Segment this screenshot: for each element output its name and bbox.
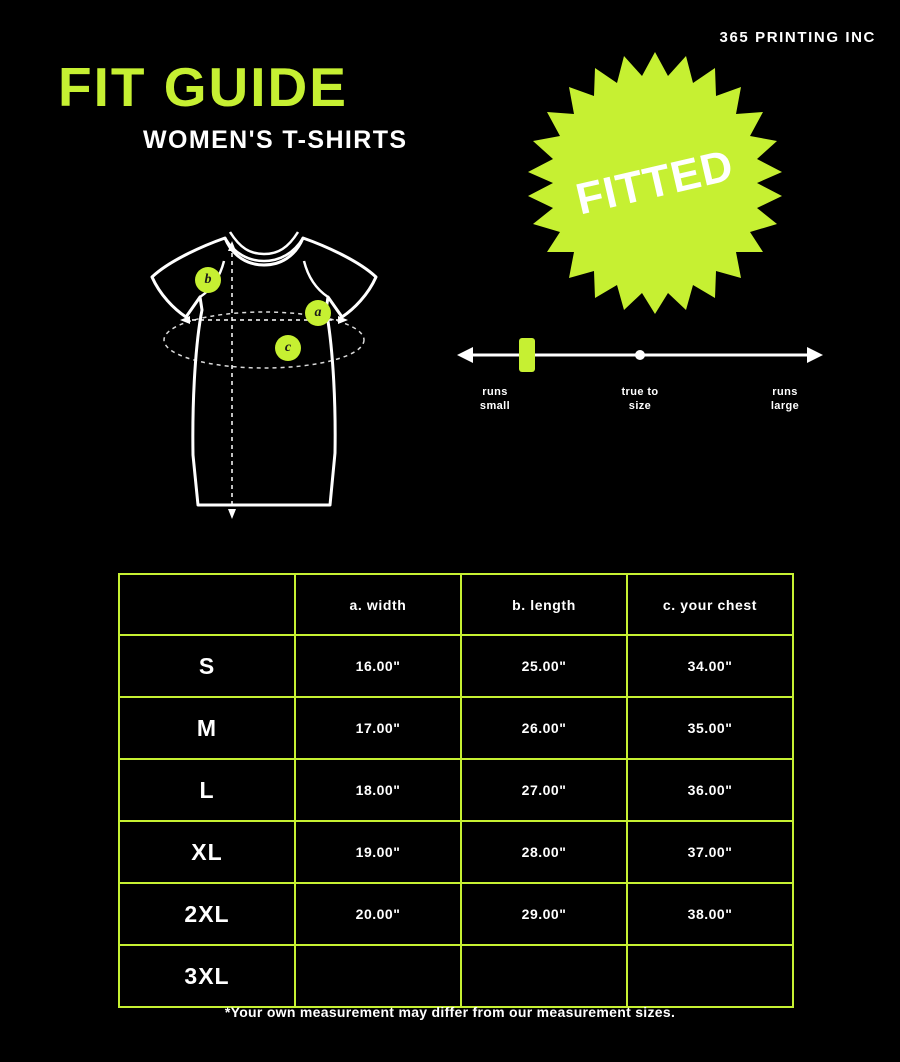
fit-scale-label-large-line1: runs	[772, 386, 798, 398]
fit-scale-label-small-line2: small	[479, 399, 511, 412]
cell-chest: 34.00"	[627, 635, 793, 697]
table-row	[119, 945, 793, 1007]
page-title: FIT GUIDE	[58, 56, 348, 118]
cell-chest: 37.00"	[627, 821, 793, 883]
table-row	[119, 821, 793, 883]
table-row	[119, 697, 793, 759]
fit-scale-label-large-line2: large	[770, 399, 800, 412]
column-header-size	[119, 574, 295, 635]
fitted-badge-label: FITTED	[571, 140, 739, 225]
fit-scale-label-small-line1: runs	[482, 386, 508, 398]
fit-scale-label-small	[455, 386, 535, 414]
cell-chest: 35.00"	[627, 697, 793, 759]
footnote: *Your own measurement may differ from our measurement sizes.	[224, 1004, 676, 1020]
column-header-length: b. length	[461, 574, 627, 635]
cell-length: 27.00"	[461, 759, 627, 821]
marker-a: a	[305, 300, 331, 326]
cell-length: 25.00"	[461, 635, 627, 697]
cell-width: 19.00"	[295, 821, 461, 883]
fit-scale-label-true-line2: size	[628, 399, 652, 412]
cell-size: 2XL	[119, 883, 295, 945]
fit-scale-indicator	[519, 338, 535, 372]
tshirt-icon	[110, 205, 430, 525]
column-header-chest: c. your chest	[627, 574, 793, 635]
fitted-badge	[520, 48, 790, 318]
fit-scale-label-large	[745, 386, 825, 414]
cell-length	[461, 945, 627, 1007]
table-header-row	[119, 574, 793, 635]
page-subtitle: WOMEN'S T-SHIRTS	[143, 126, 408, 154]
cell-size: 3XL	[119, 945, 295, 1007]
marker-b: b	[195, 267, 221, 293]
cell-length: 29.00"	[461, 883, 627, 945]
cell-chest: 36.00"	[627, 759, 793, 821]
fit-scale-icon	[455, 330, 825, 380]
table-row	[119, 883, 793, 945]
cell-size: L	[119, 759, 295, 821]
table-row	[119, 759, 793, 821]
cell-width: 17.00"	[295, 697, 461, 759]
cell-size: S	[119, 635, 295, 697]
cell-size: M	[119, 697, 295, 759]
fit-scale-label-true	[595, 386, 685, 414]
cell-size: XL	[119, 821, 295, 883]
cell-width	[295, 945, 461, 1007]
cell-chest	[627, 945, 793, 1007]
cell-width: 20.00"	[295, 883, 461, 945]
tshirt-diagram	[110, 205, 430, 525]
cell-chest: 38.00"	[627, 883, 793, 945]
fit-scale-label-true-line1: true to	[621, 386, 659, 398]
size-chart-table	[118, 573, 794, 1008]
cell-length: 28.00"	[461, 821, 627, 883]
brand-name: 365 PRINTING INC	[719, 29, 876, 46]
column-header-width: a. width	[295, 574, 461, 635]
cell-width: 18.00"	[295, 759, 461, 821]
cell-width: 16.00"	[295, 635, 461, 697]
marker-c: c	[275, 335, 301, 361]
table-row	[119, 635, 793, 697]
fit-scale	[455, 330, 825, 430]
cell-length: 26.00"	[461, 697, 627, 759]
